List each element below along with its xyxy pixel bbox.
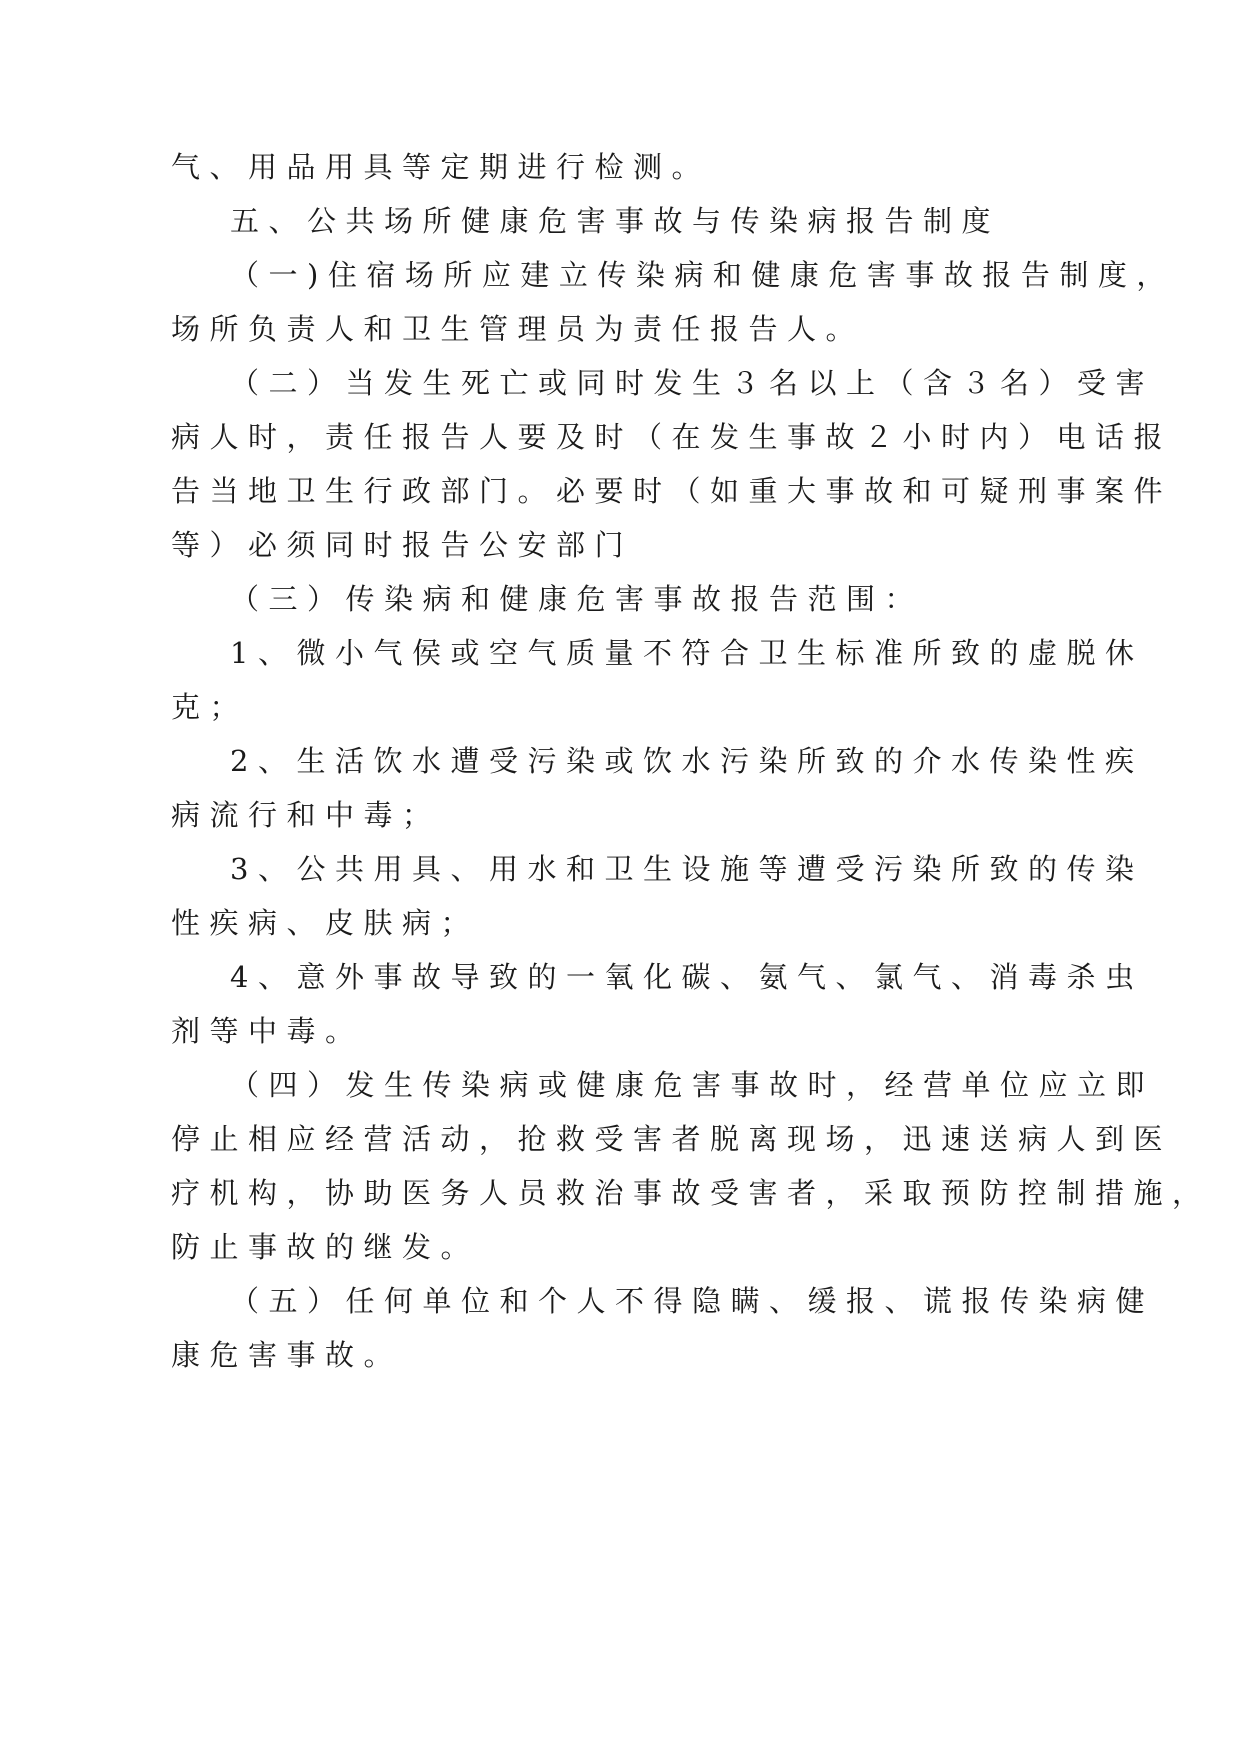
text-line: 克； xyxy=(171,690,249,724)
text-line: 1、微小气侯或空气质量不符合卫生标准所致的虚脱休 xyxy=(230,636,1144,670)
text-line: （三）传染病和健康危害事故报告范围： xyxy=(230,582,924,616)
text-line: 等）必须同时报告公安部门 xyxy=(171,528,634,562)
section-heading: 五、公共场所健康危害事故与传染病报告制度 xyxy=(230,204,1001,238)
text-line: 2、生活饮水遭受污染或饮水污染所致的介水传染性疾 xyxy=(230,744,1144,778)
text-line: 性疾病、皮肤病； xyxy=(171,906,480,940)
text-line: （五）任何单位和个人不得隐瞒、缓报、谎报传染病健 xyxy=(230,1284,1155,1318)
text-line: 场所负责人和卫生管理员为责任报告人。 xyxy=(171,312,865,346)
text-line: 气、用品用具等定期进行检测。 xyxy=(171,150,711,184)
text-line: 病人时，责任报告人要及时（在发生事故２小时内）电话报 xyxy=(171,420,1173,454)
text-line: （二）当发生死亡或同时发生３名以上（含３名）受害 xyxy=(230,366,1155,400)
text-line: 停止相应经营活动，抢救受害者脱离现场，迅速送病人到医 xyxy=(171,1122,1173,1156)
text-line: 疗机构，协助医务人员救治事故受害者，采取预防控制措施， xyxy=(171,1176,1211,1210)
text-line: 防止事故的继发。 xyxy=(171,1230,480,1264)
text-line: 告当地卫生行政部门。必要时（如重大事故和可疑刑事案件 xyxy=(171,474,1173,508)
text-line: （一)住宿场所应建立传染病和健康危害事故报告制度， xyxy=(230,258,1175,292)
text-line: 病流行和中毒； xyxy=(171,798,441,832)
text-line: （四）发生传染病或健康危害事故时，经营单位应立即 xyxy=(230,1068,1155,1102)
text-line: 剂等中毒。 xyxy=(171,1014,364,1048)
text-line: 3、公共用具、用水和卫生设施等遭受污染所致的传染 xyxy=(230,852,1144,886)
text-line: 4、意外事故导致的一氧化碳、氨气、氯气、消毒杀虫 xyxy=(230,960,1144,994)
text-line: 康危害事故。 xyxy=(171,1338,403,1372)
